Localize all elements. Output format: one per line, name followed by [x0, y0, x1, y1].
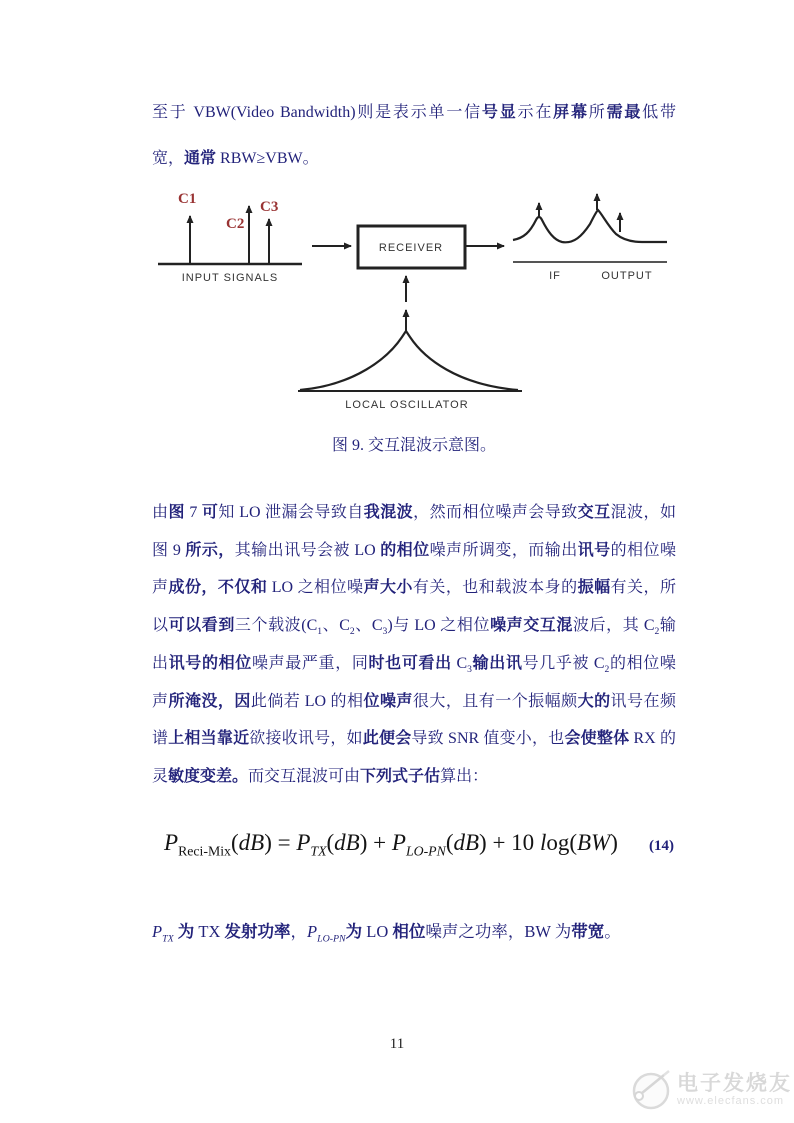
watermark-text — [677, 1073, 792, 1107]
if-label: IF — [549, 270, 561, 282]
page-number: 11 — [389, 1036, 405, 1052]
body-line: 图 9 所示，其输出讯号会被 LO 的相位噪声所调变，而输出讯号的相位噪 — [152, 541, 676, 559]
body-line: 声成份，不仅和 LO 之相位噪声大小有关，也和载波本身的振幅有关，所 — [152, 579, 676, 597]
carrier-c2-label: C2 — [226, 216, 245, 232]
intro-paragraph — [152, 90, 676, 182]
body-line: 灵敏度变差。而交互混波可由下列式子估算出： — [152, 767, 489, 785]
intro-line: 至于 VBW(Video Bandwidth)则是表示单一信号显示在屏幕所需最低带 — [152, 104, 676, 121]
equation-number: (14) — [649, 838, 674, 854]
body-paragraph — [152, 494, 676, 796]
watermark-title: 电子发烧友 — [677, 1072, 792, 1095]
intro-line: 宽，通常 RBW≥VBW。 — [152, 150, 319, 167]
body-line: 声所淹没，因此倘若 LO 的相位噪声很大，且有一个振幅颇大的讯号在频 — [152, 692, 676, 710]
figure-caption: 图 9. 交互混波示意图。 — [331, 437, 496, 454]
equation-formula: $P_{Reci-Mix}(dB) = P_{TX}(dB) + P_{LO-PN}(dB) + 10$ log(BW) — [164, 830, 618, 859]
input-signals-label: INPUT SIGNALS — [181, 272, 279, 284]
equation-block — [152, 830, 676, 876]
local-oscillator-label: LOCAL OSCILLATOR — [345, 399, 469, 411]
carrier-c3-label: C3 — [260, 199, 279, 215]
watermark — [627, 1065, 792, 1115]
output-label: OUTPUT — [601, 270, 653, 282]
lo-phase-noise-skirt — [300, 331, 518, 390]
body-line: 谱上相当靠近欲接收讯号，如此便会导致 SNR 值变小，也会使整体 RX 的 — [152, 730, 676, 748]
local-oscillator-group — [298, 310, 522, 411]
body-line: 出讯号的相位噪声最严重，同时也可看出 $C_3$输出讯号几乎被 $C_2$的相位噪 — [152, 654, 676, 675]
input-signals-group — [158, 191, 302, 284]
carrier-c1-label: C1 — [178, 191, 197, 207]
receiver-group — [312, 226, 504, 302]
if-spectrum-curve — [513, 210, 667, 242]
equation-note: $P_{TX}$ 为 TX 发射功率，$P_{LO-PN}$为 LO 相位噪声之功率，BW 为带宽。 — [152, 922, 621, 945]
watermark-url: www.elecfans.com — [677, 1095, 785, 1107]
receiver-label: RECEIVER — [378, 242, 444, 254]
reciprocal-mixing-diagram — [150, 186, 680, 418]
body-line: 以可以看到三个载波($C_1$、$C_2$、$C_3$)与 LO 之相位噪声交互混波后，其 $C_2$输 — [152, 617, 676, 638]
elecfans-logo-icon — [627, 1065, 675, 1115]
if-output-group — [513, 194, 667, 282]
body-line: 由图 7 可知 LO 泄漏会导致自我混波，然而相位噪声会导致交互混波，如 — [152, 504, 676, 521]
